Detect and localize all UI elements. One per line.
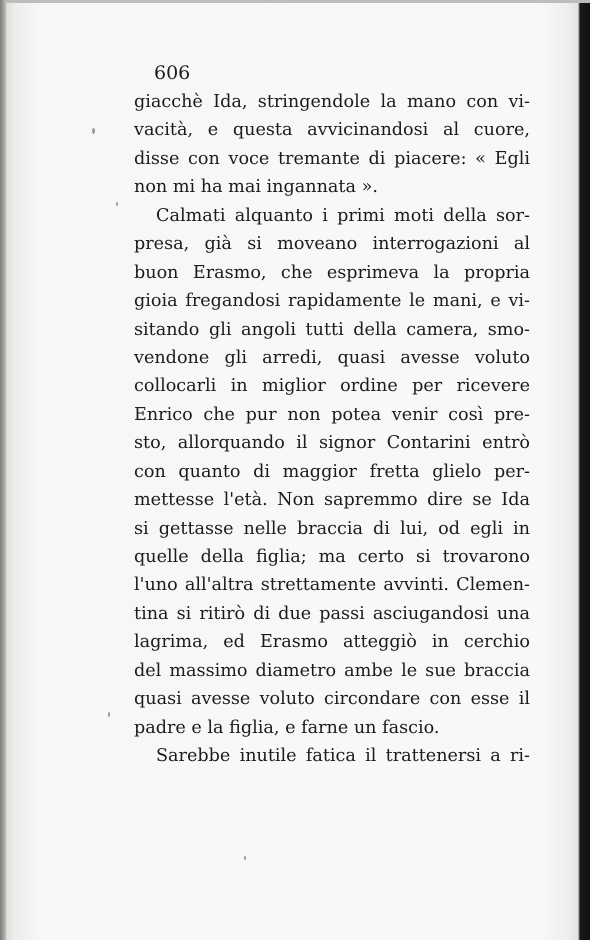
text-line: gioia fregandosi rapidamente le mani, e vi- [134, 291, 530, 312]
text-line: Sarebbe inutile fatica il trattenersi a ri- [156, 746, 530, 767]
text-line: lagrima, ed Erasmo atteggiò in cerchio [134, 632, 530, 653]
text-line: Enrico che pur non potea venir così pre- [134, 404, 530, 425]
text-line: vendone gli arredi, quasi avesse voluto [134, 347, 530, 368]
text-line: tina si ritirò di due passi asciugandosi una [134, 603, 530, 624]
text-line: non mi ha mai ingannata ». [134, 177, 378, 198]
text-line: vacità, e questa avvicinandosi al cuore, [134, 120, 530, 141]
text-line: giacchè Ida, stringendole la mano con vi- [134, 92, 530, 112]
paragraph-2 [134, 202, 530, 742]
paper-speck [108, 712, 110, 717]
text-line: l'uno all'altra strettamente avvinti. Clemen- [134, 575, 530, 596]
page-number: 606 [154, 62, 191, 84]
text-line: disse con voce tremante di piacere: « Egli [134, 148, 530, 169]
paragraph-1 [134, 88, 530, 202]
text-line: mettesse l'età. Non sapremmo dire se Ida [134, 490, 530, 511]
text-line: padre e la figlia, e farne un fascio. [134, 717, 440, 738]
text-line: collocarli in miglior ordine per ricevere [134, 376, 530, 397]
paragraph-3 [134, 742, 530, 770]
paper-speck [244, 856, 246, 860]
text-line: con quanto di maggior fretta glielo per- [134, 461, 530, 482]
page-top-edge [0, 0, 590, 3]
text-block [134, 58, 530, 771]
text-line: si gettasse nelle braccia di lui, od egli in [134, 518, 530, 539]
text-line: sitando gli angoli tutti della camera, smo- [134, 319, 530, 340]
text-line: Calmati alquanto i primi moti della sor- [156, 205, 530, 226]
text-line: quelle della figlia; ma certo si trovarono [134, 547, 530, 567]
text-line: presa, già si moveano interrogazioni al [134, 234, 530, 255]
paper-speck [92, 128, 95, 134]
text-line: buon Erasmo, che esprimeva la propria [134, 262, 530, 283]
paper-speck [116, 202, 118, 206]
page-binding-edge [0, 0, 6, 940]
text-line: del massimo diametro ambe le sue braccia [134, 660, 530, 681]
text-line: quasi avesse voluto circondare con esse il [134, 689, 530, 710]
text-line: sto, allorquando il signor Contarini entrò [134, 433, 530, 454]
